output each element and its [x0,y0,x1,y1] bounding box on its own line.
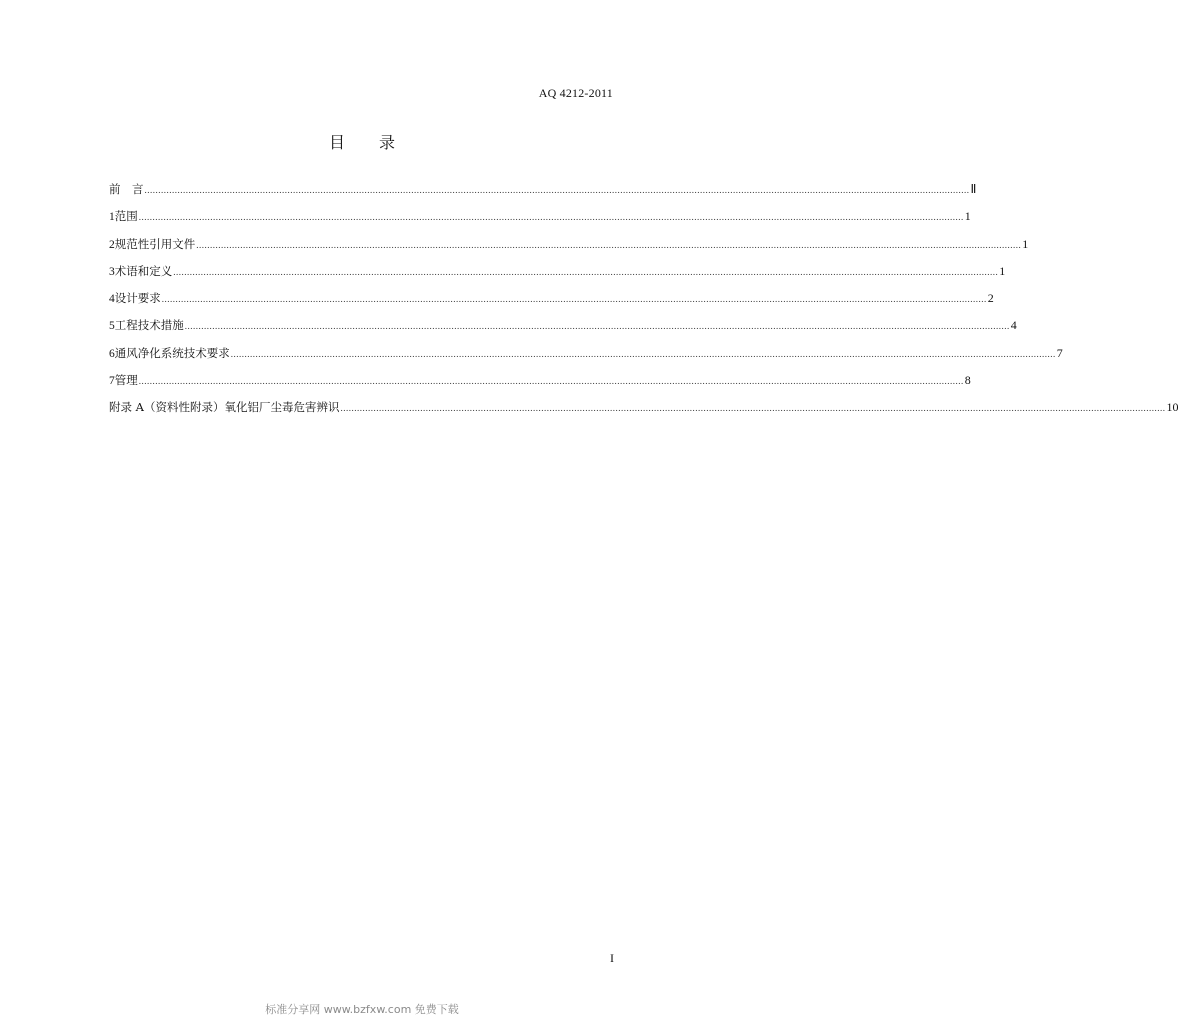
toc-entry-page: 7 [1056,345,1063,360]
toc-entry-label: 前 言 [109,182,144,196]
toc-leader-dots: ............................................................................................................................................................................................................................................................................................................ [161,294,987,305]
toc-entry-number: 1 [109,211,115,224]
toc-title-part2: 录 [379,133,396,152]
toc-list [109,181,1178,427]
toc-leader-dots: ............................................................................................................................................................................................................................................................................................................ [340,403,1166,414]
toc-entry-appendix-a[interactable] [109,399,1178,426]
toc-leader-dots: ............................................................................................................................................................................................................................................................................................................ [196,239,1022,250]
toc-entry-label: 管理 [114,373,138,388]
toc-entry-engineering-measures[interactable] [109,317,1017,344]
toc-entry-foreword[interactable] [109,181,977,208]
toc-entry-page: Ⅱ [970,182,977,196]
toc-entry-number: 5 [109,320,115,333]
toc-entry-number: 3 [109,265,115,278]
toc-entry-label: 规范性引用文件 [114,236,196,251]
toc-leader-dots: ............................................................................................................................................................................................................................................................................................................ [138,376,964,387]
toc-entry-terms-definitions[interactable] [109,263,1006,290]
toc-entry-ventilation-requirements[interactable] [109,345,1063,372]
watermark-text: 标准分享网 www.bzfxw.com 免费下载 [265,1003,459,1016]
document-code: AQ 4212-2011 [538,86,613,100]
toc-entry-number: 2 [109,238,115,251]
page-number: I [610,951,614,965]
toc-title-part1: 目 [328,133,345,152]
toc-entry-label: 范围 [114,209,138,224]
toc-leader-dots: ............................................................................................................................................................................................................................................................................................................ [144,185,970,195]
toc-entry-number: 6 [109,347,115,360]
toc-title [0,130,724,153]
toc-entry-label: 设计要求 [114,291,161,306]
toc-leader-dots: ............................................................................................................................................................................................................................................................................................................ [230,348,1056,359]
toc-entry-scope[interactable] [109,208,971,235]
toc-entry-label: 工程技术措施 [114,318,184,333]
toc-entry-page: 10 [1166,400,1178,415]
toc-leader-dots: ............................................................................................................................................................................................................................................................................................................ [138,212,964,223]
toc-entry-page: 8 [964,373,971,388]
toc-entry-design-requirements[interactable] [109,290,994,317]
toc-entry-management[interactable] [109,372,971,399]
toc-entry-page: 1 [964,209,971,224]
toc-entry-page: 4 [1010,318,1017,333]
toc-leader-dots: ............................................................................................................................................................................................................................................................................................................ [184,321,1010,332]
toc-entry-number: 7 [109,375,115,388]
toc-entry-number: 4 [109,293,115,306]
toc-entry-page: 2 [987,291,994,306]
toc-entry-page: 1 [1022,236,1029,251]
toc-leader-dots: ............................................................................................................................................................................................................................................................................................................ [173,266,999,277]
toc-entry-label: 通风净化系统技术要求 [114,345,230,360]
toc-entry-normative-references[interactable] [109,236,1029,263]
toc-entry-label: 附录 A（资料性附录）氧化铝厂尘毒危害辨识 [109,400,340,415]
toc-entry-label: 术语和定义 [114,263,173,278]
toc-entry-page: 1 [999,263,1006,278]
